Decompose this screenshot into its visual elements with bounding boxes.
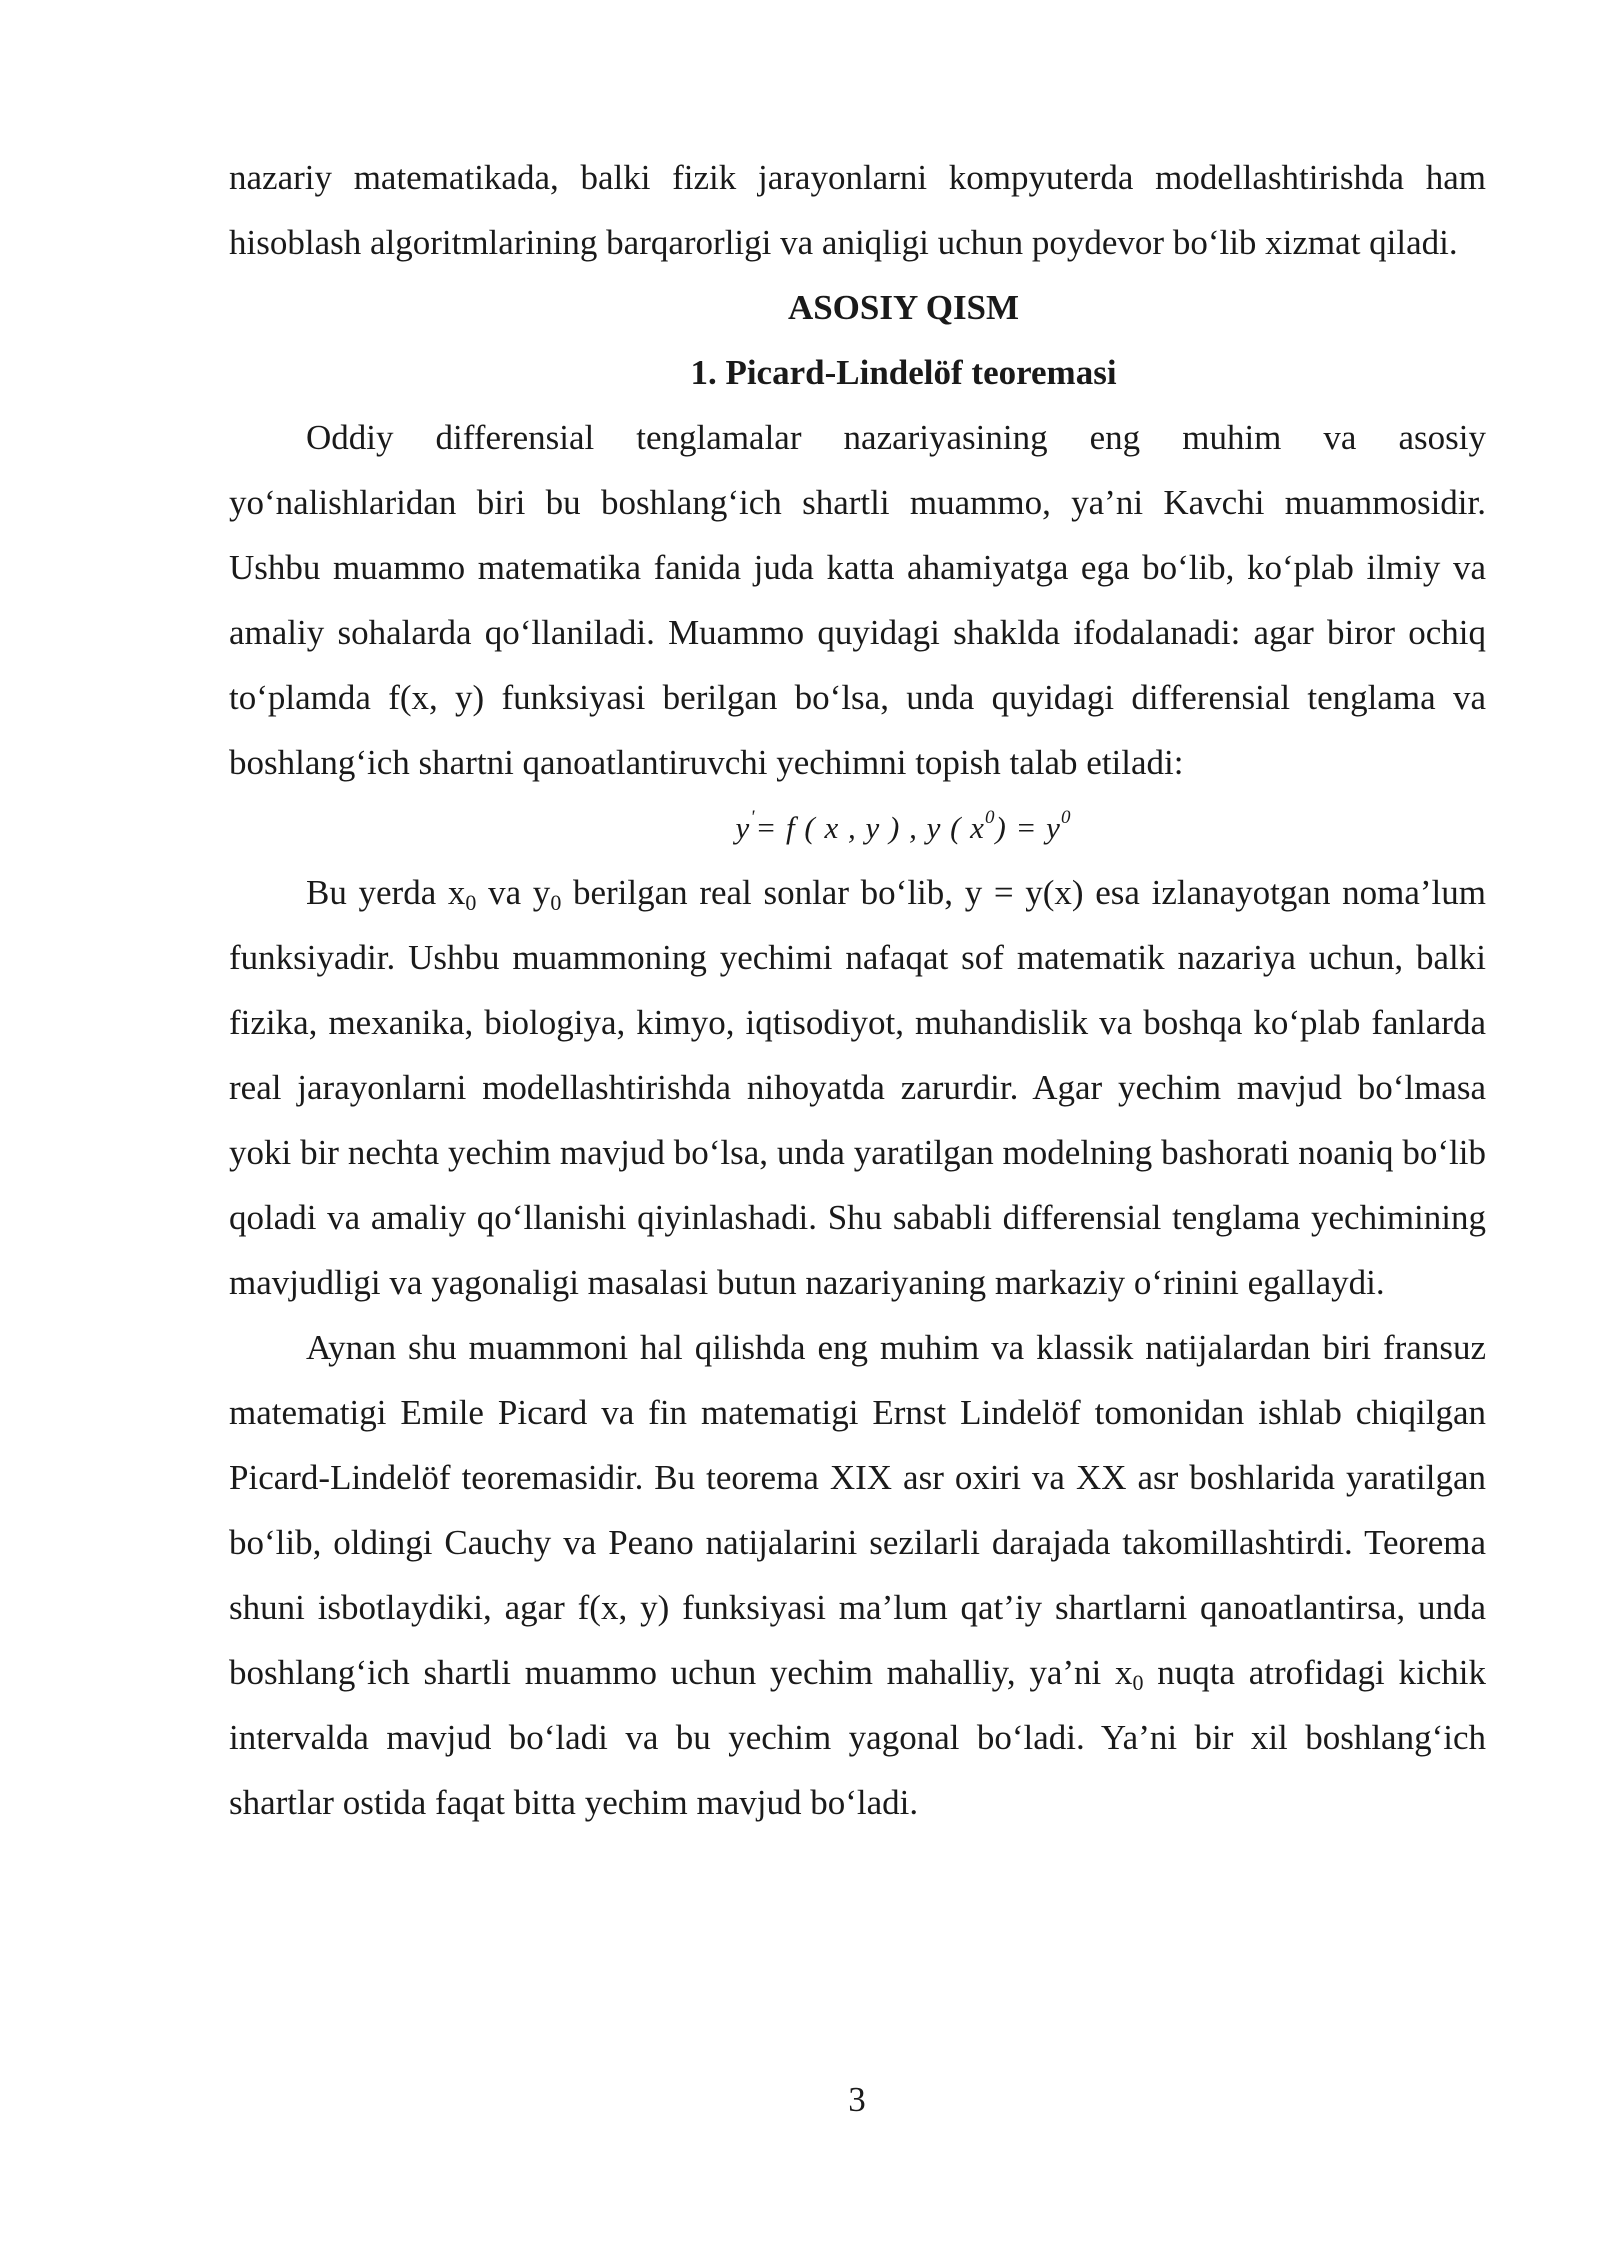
document-page xyxy=(229,145,1486,1835)
paragraph-existence-uniqueness xyxy=(229,860,1486,1315)
text-run: va y xyxy=(476,873,551,912)
equation-prime: ' xyxy=(750,807,756,828)
text-run: nuqta atrofidagi kichik intervalda mavjud bo‘ladi va bu yechim yagonal bo‘ladi. Ya’ni bir xil boshlang‘ich shartlar ostida faqat bitta yechim mavjud bo‘ladi. xyxy=(229,1653,1486,1822)
text-run: berilgan real sonlar bo‘lib, y = y(x) esa izlanayotgan noma’lum funksiyadir. Ushbu muammoning yechimi nafaqat sof matematik nazariya uchun, balki fizika, mexanika, biologiya, kimyo, iqtisodiyot, muhandislik va boshqa ko‘plab fanlarda real jarayonlarni modellashtirishda nihoyatda zarurdir. Agar yechim mavjud bo‘lmasa yoki bir nechta yechim mavjud bo‘lsa, unda yaratilgan modelning bashorati noaniq bo‘lib qoladi va amaliy qo‘llanishi qiyinlashadi. Shu sababli differensial tenglama yechimining mavjudligi va yagonaligi masalasi butun nazariyaning markaziy o‘rinini egallaydi. xyxy=(229,873,1486,1302)
equation-lhs: y xyxy=(735,810,751,845)
equation-part-1: = f ( x , y ) , y ( x xyxy=(755,810,985,845)
subscript: 0 xyxy=(550,890,562,915)
heading-section-title: 1. Picard-Lindelöf teoremasi xyxy=(690,353,1117,392)
equation-sup-2: 0 xyxy=(1060,807,1072,828)
equation-sup-1: 0 xyxy=(984,807,996,828)
paragraph-picard-lindelof xyxy=(229,1315,1486,1835)
subscript: 0 xyxy=(1132,1670,1144,1695)
equation-initial-value-problem xyxy=(229,795,1486,860)
page-number: 3 xyxy=(848,2080,866,2119)
text-run: Bu yerda x xyxy=(306,873,466,912)
heading-main-part: ASOSIY QISM xyxy=(787,288,1020,327)
paragraph-continuation: nazariy matematikada, balki fizik jarayonlarni kompyuterda modellashtirishda ham hisoblash algoritmlarining barqarorligi va aniqligi uchun poydevor bo‘lib xizmat qiladi. xyxy=(229,158,1486,262)
equation-part-2: ) = y xyxy=(995,810,1061,845)
paragraph-cauchy-problem: Oddiy differensial tenglamalar nazariyasining eng muhim va asosiy yo‘nalishlaridan biri bu boshlang‘ich shartli muammo, ya’ni Kavchi muammosidir. Ushbu muammo matematika fanida juda katta ahamiyatga ega bo‘lib, ko‘plab ilmiy va amaliy sohalarda qo‘llaniladi. Muammo quyidagi shaklda ifodalanadi: agar biror ochiq to‘plamda f(x, y) funksiyasi berilgan bo‘lsa, unda quyidagi differensial tenglama va boshlang‘ich shartni qanoatlantiruvchi yechimni topish talab etiladi: xyxy=(229,418,1486,782)
text-run: Aynan shu muammoni hal qilishda eng muhim va klassik natijalardan biri fransuz matematigi Emile Picard va fin matematigi Ernst Lindelöf tomonidan ishlab chiqilgan Picard-Lindelöf teoremasidir. Bu teorema XIX asr oxiri va XX asr boshlarida yaratilgan bo‘lib, oldingi Cauchy va Peano natijalarini sezilarli darajada takomillashtirdi. Teorema shuni isbotlaydiki, agar f(x, y) funksiyasi ma’lum qat’iy shartlarni qanoatlantirsa, unda boshlang‘ich shartli muammo uchun yechim mahalliy, ya’ni x xyxy=(229,1328,1486,1692)
subscript: 0 xyxy=(465,890,477,915)
